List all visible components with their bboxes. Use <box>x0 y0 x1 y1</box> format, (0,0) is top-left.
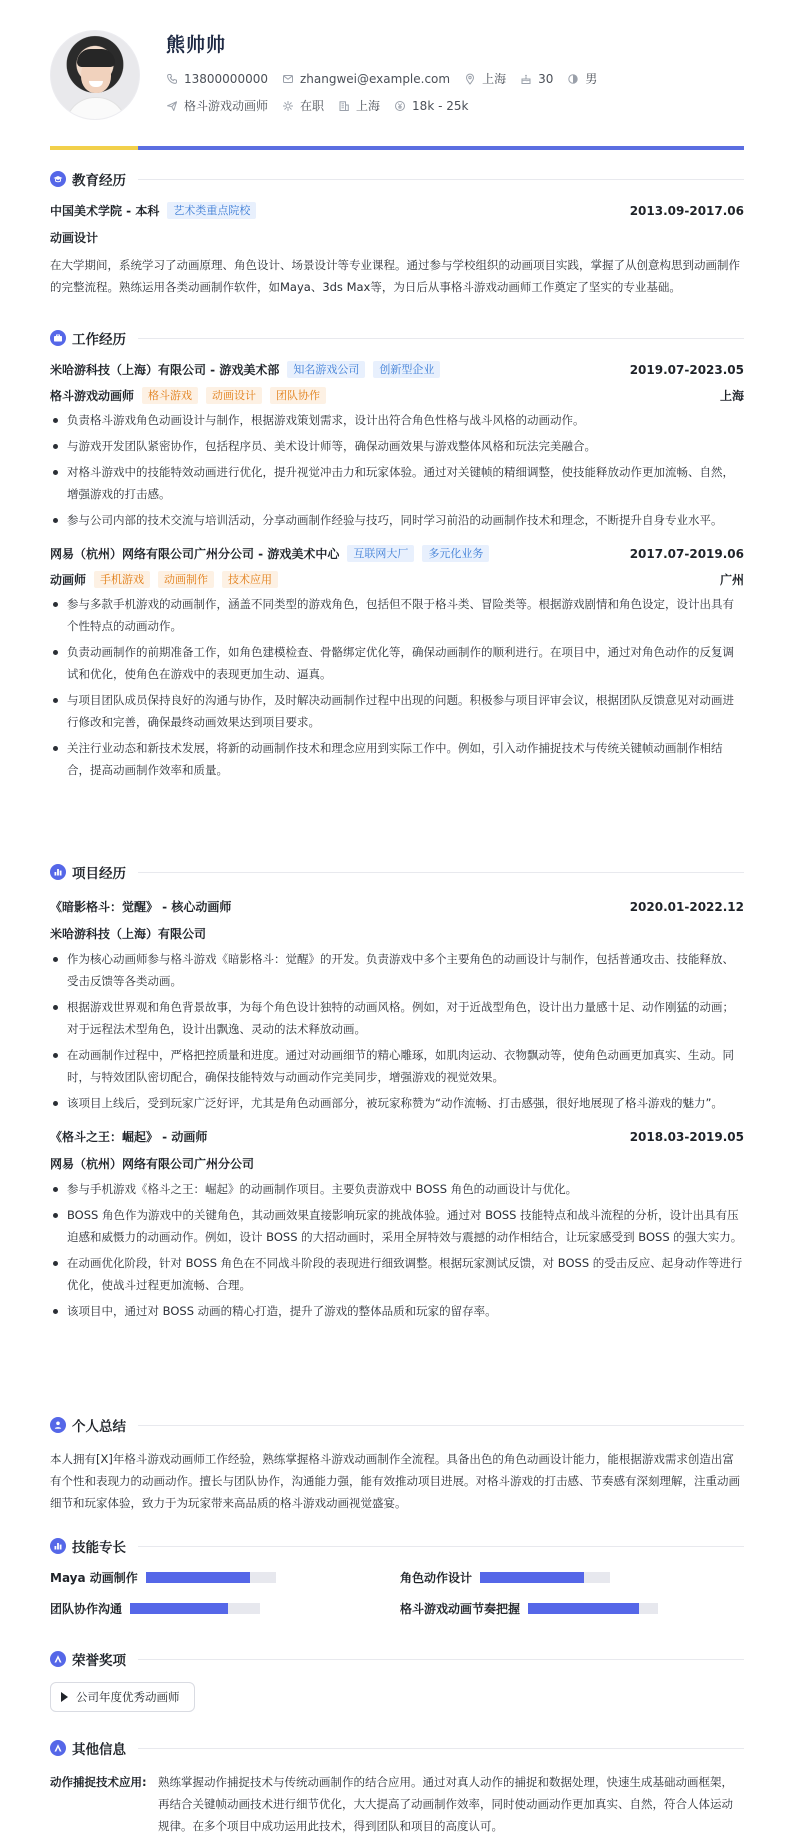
skill-item <box>400 1600 744 1617</box>
list-item: 与游戏开发团队紧密协作，包括程序员、美术设计师等，确保动画效果与游戏整体风格和玩法完美融合。 <box>50 435 744 457</box>
list-item: 该项目上线后，受到玩家广泛好评，尤其是角色动画部分，被玩家称赞为“动作流畅、打击感强，很好地展现了格斗游戏的魅力”。 <box>50 1092 744 1114</box>
phone-icon <box>166 73 178 85</box>
gender-icon <box>567 73 579 85</box>
mail-icon <box>282 73 294 85</box>
project-company: 米哈游科技（上海）有限公司 <box>50 927 207 941</box>
home-city: 上海 <box>482 72 507 86</box>
briefcase-icon <box>50 330 66 346</box>
skill-level-bar <box>130 1603 260 1614</box>
job-bullets <box>50 409 744 531</box>
education-section <box>50 168 744 298</box>
section-title: 技能专长 <box>72 1540 126 1556</box>
other-item <box>50 1771 744 1837</box>
job-entry <box>50 361 744 531</box>
skills-section <box>50 1535 744 1617</box>
skill-name: 格斗游戏动画节奏把握 <box>400 1602 521 1616</box>
expected-salary: 18k - 25k <box>412 98 469 113</box>
bar-chart-icon <box>50 864 66 880</box>
award-item <box>50 1682 195 1712</box>
bar-chart-icon <box>50 1538 66 1554</box>
skill-level-bar <box>528 1603 658 1614</box>
job-role: 动画师 <box>50 573 87 587</box>
building-icon <box>338 100 350 112</box>
employment-status: 在职 <box>300 99 325 113</box>
job-city: 上海 <box>719 389 744 403</box>
company-tag: 知名游戏公司 <box>287 361 365 378</box>
skill-item <box>50 1569 400 1586</box>
location-icon <box>464 73 476 85</box>
other-label: 动作捕捉技术应用: <box>50 1775 147 1789</box>
list-item: BOSS 角色作为游戏中的关键角色，其动画效果直接影响玩家的挑战体验。通过对 BOSS 技能特点和战斗流程的分析，设计出具有压迫感和威慑力的动画动作。例如，设计 BOSS 的大招动画时，采用全屏特效与震撼的动作相结合，让玩家感受到 BOSS 的强大实力。 <box>50 1204 744 1248</box>
list-item: 作为核心动画师参与格斗游戏《暗影格斗：觉醒》的开发。负责游戏中多个主要角色的动画设计与制作，包括普通攻击、技能释放、受击反馈等各类动画。 <box>50 948 744 992</box>
project-entry <box>50 1128 744 1322</box>
info-icon <box>50 1740 66 1756</box>
education-date: 2013.09-2017.06 <box>629 203 744 218</box>
list-item: 该项目中，通过对 BOSS 动画的精心打造，提升了游戏的整体品质和玩家的留存率。 <box>50 1300 744 1322</box>
cake-icon <box>520 73 532 85</box>
section-title: 其他信息 <box>72 1742 126 1758</box>
job-bullets <box>50 593 744 781</box>
age: 30 <box>538 71 554 86</box>
summary-text: 本人拥有[X]年格斗游戏动画师工作经验，熟练掌握格斗游戏动画制作全流程。具备出色的角色动画设计能力，能根据游戏需求创造出富有个性和表现力的动画动作。擅长与团队协作，沟通能力强，能有效推动项目进展。对格斗游戏的打击感、节奏感有深刻理解，注重动画细节和玩家体验，致力于为玩家带来高品质的格斗游戏动画视觉盛宴。 <box>50 1452 740 1510</box>
other-section <box>50 1737 744 1837</box>
section-title: 个人总结 <box>72 1419 126 1435</box>
skill-name: Maya 动画制作 <box>50 1571 138 1585</box>
graduation-cap-icon <box>50 171 66 187</box>
role-tag: 团队协作 <box>270 387 326 404</box>
company-tag: 互联网大厂 <box>347 545 414 562</box>
job-date: 2017.07-2019.06 <box>629 546 744 561</box>
school-tag: 艺术类重点院校 <box>167 202 256 219</box>
project-entry <box>50 898 744 1114</box>
company-name: 米哈游科技（上海）有限公司 - 游戏美术部 <box>50 363 280 377</box>
job-role: 格斗游戏动画师 <box>50 389 135 403</box>
project-date: 2018.03-2019.05 <box>629 1129 744 1144</box>
job-entry <box>50 545 744 781</box>
project-date: 2020.01-2022.12 <box>629 899 744 914</box>
target-position: 格斗游戏动画师 <box>184 99 269 113</box>
skill-level-fill <box>480 1572 584 1583</box>
list-item: 参与公司内部的技术交流与培训活动，分享动画制作经验与技巧，同时学习前沿的动画制作技术和理念，不断提升自身专业水平。 <box>50 509 744 531</box>
salary-icon <box>394 100 406 112</box>
work-city: 上海 <box>356 99 381 113</box>
project-name: 《格斗之王：崛起》 - 动画师 <box>50 1130 208 1144</box>
work-section <box>50 327 744 785</box>
skill-level-bar <box>146 1572 276 1583</box>
company-name: 网易（杭州）网络有限公司广州分公司 - 游戏美术中心 <box>50 547 340 561</box>
role-tag: 手机游戏 <box>94 571 150 588</box>
role-tag: 动画设计 <box>206 387 262 404</box>
section-title: 荣誉奖项 <box>72 1653 126 1669</box>
list-item: 与项目团队成员保持良好的沟通与协作，及时解决动画制作过程中出现的问题。积极参与项目评审会议，根据团队反馈意见对动画进行修改和完善，确保最终动画效果达到项目要求。 <box>50 689 744 733</box>
section-title: 项目经历 <box>72 866 126 882</box>
candidate-name: 熊帅帅 <box>166 34 227 56</box>
skill-level-fill <box>528 1603 639 1614</box>
role-tag: 动画制作 <box>158 571 214 588</box>
user-icon <box>50 1417 66 1433</box>
section-title: 教育经历 <box>72 173 126 189</box>
education-description: 在大学期间，系统学习了动画原理、角色设计、场景设计等专业课程。通过参与学校组织的动画项目实践，掌握了从创意构思到动画制作的完整流程。熟练运用各类动画制作软件，如Maya、3ds Max等，为日后从事格斗游戏动画师工作奠定了坚实的专业基础。 <box>50 258 740 294</box>
role-tag: 技术应用 <box>222 571 278 588</box>
contact-row <box>166 70 611 87</box>
skill-item <box>50 1600 400 1617</box>
list-item: 参与多款手机游戏的动画制作，涵盖不同类型的游戏角色，包括但不限于格斗类、冒险类等。根据游戏剧情和角色设定，设计出具有个性特点的动画动作。 <box>50 593 744 637</box>
company-tag: 多元化业务 <box>422 545 489 562</box>
resume-header <box>50 0 744 148</box>
section-title: 工作经历 <box>72 332 126 348</box>
project-bullets <box>50 1178 744 1322</box>
projects-section <box>50 861 744 1326</box>
skill-level-bar <box>480 1572 610 1583</box>
phone-number: 13800000000 <box>184 71 268 86</box>
award-name: 公司年度优秀动画师 <box>76 1690 180 1704</box>
list-item: 负责格斗游戏角色动画设计与制作，根据游戏策划需求，设计出符合角色性格与战斗风格的动画动作。 <box>50 409 744 431</box>
list-item: 参与手机游戏《格斗之王：崛起》的动画制作项目。主要负责游戏中 BOSS 角色的动画设计与优化。 <box>50 1178 744 1200</box>
skill-item <box>400 1569 744 1586</box>
awards-section <box>50 1648 744 1712</box>
project-name: 《暗影格斗：觉醒》 - 核心动画师 <box>50 900 232 914</box>
avatar <box>50 30 140 120</box>
other-text: 熟练掌握动作捕捉技术与传统动画制作的结合应用。通过对真人动作的捕捉和数据处理，快速生成基础动画框架，再结合关键帧动画技术进行细节优化，大大提高了动画制作效率，同时使动画动作更加真实、自然，符合人体运动规律。在多个项目中成功运用此技术，得到团队和项目的高度认可。 <box>158 1775 733 1833</box>
email-address: zhangwei@example.com <box>299 71 451 86</box>
skills-grid <box>50 1569 744 1617</box>
company-tag: 创新型企业 <box>373 361 440 378</box>
skill-name: 角色动作设计 <box>400 1571 473 1585</box>
list-item: 根据游戏世界观和角色背景故事，为每个角色设计独特的动画风格。例如，对于近战型角色，设计出力量感十足、动作刚猛的动画；对于远程法术型角色，设计出飘逸、灵动的法术释放动画。 <box>50 996 744 1040</box>
job-city: 广州 <box>719 573 744 587</box>
list-item: 关注行业动态和新技术发展，将新的动画制作技术和理念应用到实际工作中。例如，引入动作捕捉技术与传统关键帧动画制作相结合，提高动画制作效率和质量。 <box>50 737 744 781</box>
summary-section <box>50 1414 744 1514</box>
header-divider <box>50 146 744 150</box>
school-name: 中国美术学院 - 本科 <box>50 204 160 218</box>
job-date: 2019.07-2023.05 <box>629 362 744 377</box>
list-item: 在动画制作过程中，严格把控质量和进度。通过对动画细节的精心雕琢，如肌肉运动、衣物飘动等，使角色动画更加真实、生动。同时，与特效团队密切配合，确保技能特效与动画动作完美同步，增强游戏的视觉效果。 <box>50 1044 744 1088</box>
list-item: 负责动画制作的前期准备工作，如角色建模检查、骨骼绑定优化等，确保动画制作的顺利进行。在项目中，通过对角色动作的反复调试和优化，使角色在游戏中的表现更加生动、逼真。 <box>50 641 744 685</box>
project-company: 网易（杭州）网络有限公司广州分公司 <box>50 1157 255 1171</box>
gender: 男 <box>585 72 598 86</box>
skill-level-fill <box>146 1572 250 1583</box>
skill-level-fill <box>130 1603 228 1614</box>
role-tag: 格斗游戏 <box>142 387 198 404</box>
list-item: 对格斗游戏中的技能特效动画进行优化，提升视觉冲击力和玩家体验。通过对关键帧的精细调整，使技能释放动作更加流畅、自然，增强游戏的打击感。 <box>50 461 744 505</box>
major: 动画设计 <box>50 231 99 245</box>
job-intent-row <box>166 97 482 114</box>
send-icon <box>166 100 178 112</box>
skill-name: 团队协作沟通 <box>50 1602 123 1616</box>
project-bullets <box>50 948 744 1114</box>
list-item: 在动画优化阶段，针对 BOSS 角色在不同战斗阶段的表现进行细致调整。根据玩家测试反馈，对 BOSS 的受击反应、起身动作等进行优化，使战斗过程更加流畅、合理。 <box>50 1252 744 1296</box>
play-icon <box>61 1692 68 1702</box>
status-icon <box>282 100 294 112</box>
award-icon <box>50 1651 66 1667</box>
